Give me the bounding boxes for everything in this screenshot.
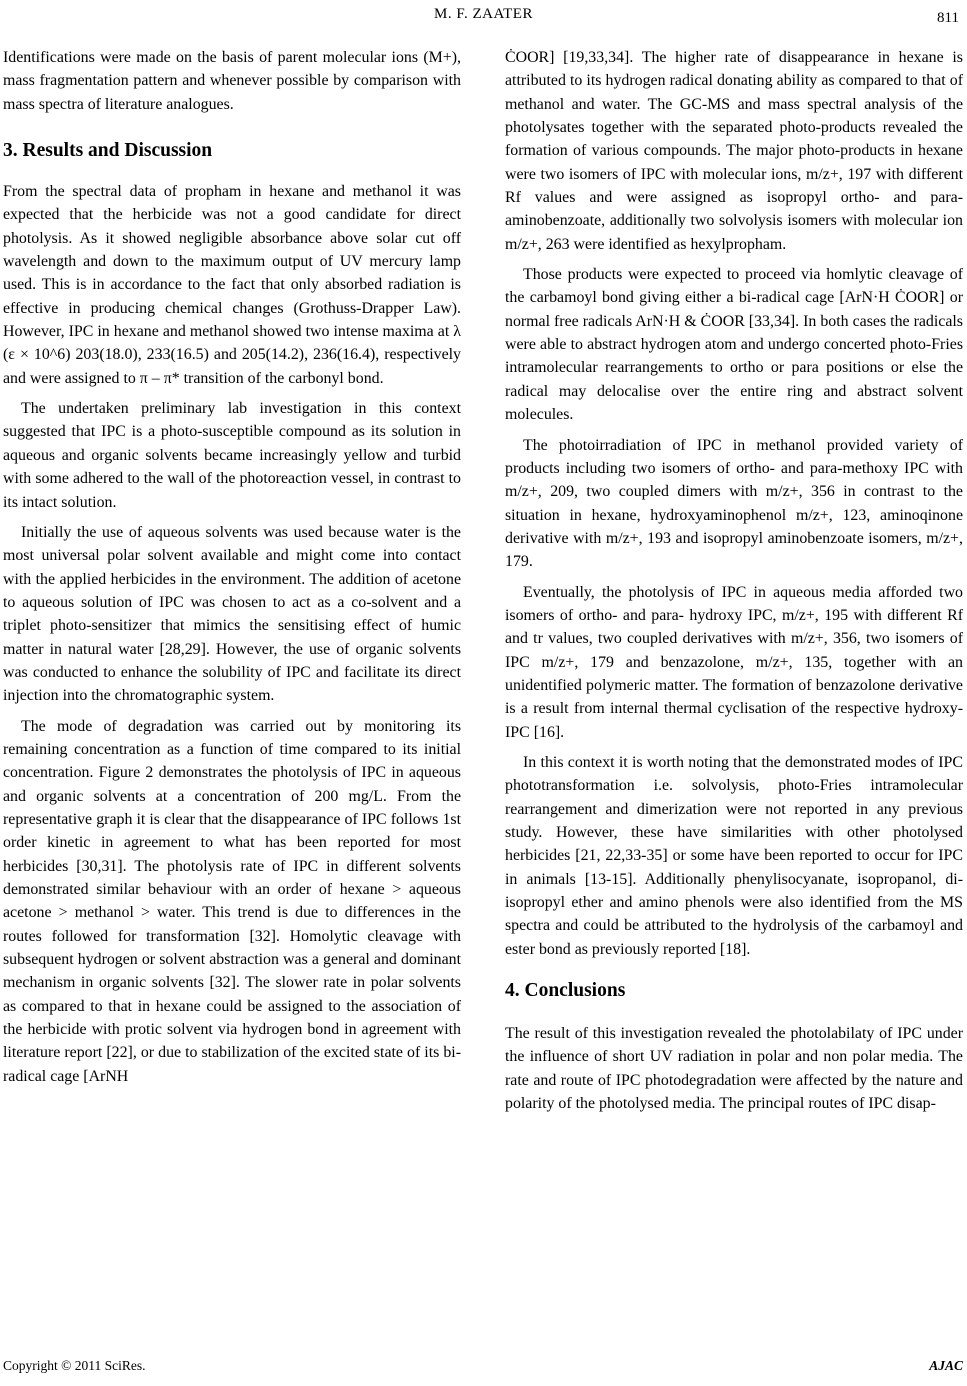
page-footer (3, 1358, 963, 1380)
paragraph: The result of this investigation revealed the photolabilaty of IPC under the influence of short UV radiation in polar and non polar media. The rate and route of IPC photodegradation were affected by the nature and polarity of the photolysed media. The principal routes of IPC disap- (505, 1025, 963, 1113)
section-heading-conclusions: 4. Conclusions (505, 980, 626, 1002)
paragraph: The photoirradiation of IPC in methanol provided variety of products including two isomers of ortho- and para-methoxy IPC with m/z+, 209, two coupled dimers with m/z+, 356 in contrast to the situation in hexane, hydroxyaminophenol m/z+, 123, aminoqinone derivative with m/z+, 193 and isopropyl aminobenzoate isomers, m/z+, 179. (505, 436, 963, 571)
section-heading-results: 3. Results and Discussion (3, 140, 213, 162)
left-column (3, 46, 461, 1095)
paragraph: Those products were expected to proceed via homlytic cleavage of the carbamoyl bond giving either a bi-radical cage [ArN·H ĊOOR] or normal free radicals ArN·H & ĊOOR [33,34]. In both cases the radicals were able to abstract hydrogen atom and undergo concerted photo-Fries intramolecular rearrangements to ortho or para positions or else the radical may delocalise over the entire ring and abstract solvent molecules. (505, 266, 963, 424)
copyright-notice: Copyright © 2011 SciRes. (3, 1358, 146, 1373)
paragraph: Identifications were made on the basis of parent molecular ions (M+), mass fragmentation pattern and whenever possible by comparison with mass spectra of literature analogues. (3, 49, 461, 113)
running-header (0, 6, 967, 28)
paragraph: Eventually, the photolysis of IPC in aqueous media afforded two isomers of ortho- and para- hydroxy IPC, m/z+, 195 with different Rf and tr values, two coupled derivatives with m/z+, 356, two isomers of IPC m/z+, 179 and benzazolone, m/z+, 135, together with an unidentified polymeric matter. The formation of benzazolone derivative is a result from internal thermal cyclisation of the respective hydroxy-IPC [16]. (505, 583, 963, 741)
right-column (505, 46, 963, 1122)
paragraph: Initially the use of aqueous solvents was used because water is the most universal polar solvent available and might come into contact with the applied herbicides in the environment. The addition of acetone to aqueous solution of IPC was chosen to act as a co-solvent and a triplet photo-sensitizer that mimics the sensitising effect of humic matter in natural water [28,29]. However, the use of organic solvents was conducted to enhance the solubility of IPC and facilitate its direct injection into the chromatographic system. (3, 523, 461, 705)
running-header-author: M. F. ZAATER (434, 6, 533, 22)
journal-abbreviation: AJAC (929, 1358, 963, 1373)
paragraph: The undertaken preliminary lab investigation in this context suggested that IPC is a photo-susceptible compound as its solution in aqueous and organic solvents became increasingly yellow and turbid with some adhered to the wall of the photoreaction vessel, in contrast to its intact solution. (3, 400, 461, 511)
paragraph: From the spectral data of propham in hexane and methanol it was expected that the herbicide was not a good candidate for direct photolysis. As it showed negligible absorbance above solar cut off wavelength and down to the maximum output of UV mercury lamp used. This is in accordance to the fact that only absorbed radiation is effective in producing chemical changes (Grothuss-Drapper Law). However, IPC in hexane and methanol showed two intense maxima at λ (ε × 10^6) 203(18.0), 233(16.5) and 205(14.2), 236(16.4), respectively and were assigned to π – π* transition of the carbonyl bond. (3, 183, 461, 387)
paragraph: The mode of degradation was carried out by monitoring its remaining concentration as a function of time compared to its initial concentration. Figure 2 demonstrates the photolysis of IPC in aqueous and organic solvents at a concentration of 200 mg/L. From the representative graph it is clear that the disappearance of IPC follows 1st order kinetic in agreement to what has been reported for most herbicides [30,31]. The photolysis rate of IPC in different solvents demonstrated similar behaviour with an order of hexane > aqueous acetone > methanol > water. This trend is due to differences in the routes followed for transformation [32]. Homolytic cleavage with subsequent hydrogen or solvent abstraction was a general and dominant mechanism in organic solvents [32]. The slower rate in polar solvents as compared to that in hexane could be assigned to the association of the herbicide with protic solvent via hydrogen bond in agreement with literature report [22], or due to stabilization of the excited state of its bi-radical cage [ArNH (3, 717, 461, 1085)
page-number: 811 (937, 10, 959, 26)
paragraph: ĊOOR] [19,33,34]. The higher rate of disappearance in hexane is attributed to its hydrogen radical donating ability as compared to that of methanol and water. The GC-MS and mass spectral analysis of the photolysates together with the separated photo-products revealed the formation of various compounds. The major photo-products in hexane were two isomers of IPC with molecular ions, m/z+, 197 with different Rf values and were assigned as isopropyl ortho- and para-aminobenzoate, additionally two solvolysis isomers with molecular ion m/z+, 263 were identified as hexylpropham. (505, 49, 963, 253)
paragraph: In this context it is worth noting that the demonstrated modes of IPC phototransformation i.e. solvolysis, photo-Fries intramolecular rearrangement and dimerization were not reported in any previous study. However, these have similarities with other photolysed herbicides [21, 22,33-35] or some have been reported to occur for IPC in animals [13-15]. Additionally phenylisocyanate, isopropanol, di-isopropyl ether and amino phenols were also identified from the MS spectra and could be attributed to the hydrolysis of the carbamoyl and ester bond as previously reported [18]. (505, 753, 963, 958)
